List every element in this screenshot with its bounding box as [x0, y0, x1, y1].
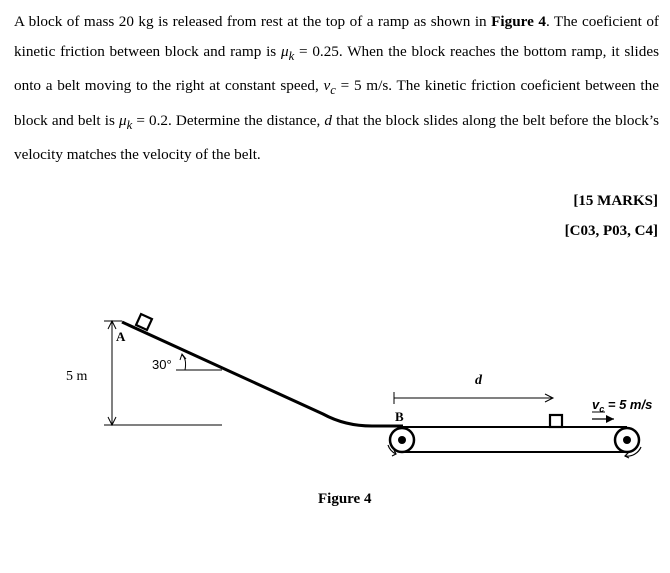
mu-subscript-2: k — [126, 117, 133, 132]
problem-text-2: . The coeficient of kinetic friction between block and ramp is — [14, 13, 659, 60]
marks-total: [15 MARKS] — [573, 193, 658, 209]
belt-velocity-label — [592, 397, 652, 414]
angle-label: 30° — [152, 357, 172, 372]
ramp-surface — [122, 322, 403, 426]
belt-velocity-value: = 5 m/s — [604, 397, 653, 412]
mu-symbol: μ — [280, 42, 289, 60]
velocity-arrowhead — [606, 415, 614, 423]
problem-text-6: that the block slides along the belt before the block’s velocity matches the velocity of the belt. — [14, 111, 659, 164]
problem-text-5: . Determine the distance, — [168, 111, 325, 129]
height-label: 5 m — [66, 369, 88, 384]
block-on-ramp — [136, 314, 152, 330]
right-pulley-hub — [623, 436, 631, 444]
belt-velocity-symbol: v — [592, 397, 600, 412]
belt-friction-value: = 0.2 — [132, 111, 168, 129]
velocity-subscript: c — [330, 83, 336, 98]
belt-speed-value: = 5 m/s — [335, 77, 389, 95]
problem-text-4: . The kinetic friction coeficient between the block and belt is — [14, 77, 659, 129]
mu-subscript: k — [288, 48, 295, 63]
point-a-label: A — [116, 329, 126, 344]
left-pulley-hub — [398, 436, 406, 444]
ramp-friction-value: = 0.25 — [294, 42, 339, 60]
velocity-symbol: v — [323, 77, 331, 95]
problem-text-1: A block of mass 20 kg is released from rest at the top of a ramp as shown in — [14, 13, 492, 30]
distance-symbol: d — [324, 111, 333, 129]
figure-caption: Figure 4 — [318, 491, 372, 507]
course-outcomes: [C03, P03, C4] — [564, 223, 658, 239]
point-b-label: B — [395, 409, 404, 424]
mu-symbol-2: μ — [118, 111, 127, 129]
figure-reference: Figure 4 — [491, 13, 546, 30]
problem-text-3: . When the block reaches the bottom ramp, it slides onto a belt moving to the right at constant speed, — [14, 42, 659, 95]
belt-velocity-subscript: c — [599, 404, 605, 414]
distance-label: d — [475, 373, 482, 388]
block-on-belt — [550, 415, 562, 427]
